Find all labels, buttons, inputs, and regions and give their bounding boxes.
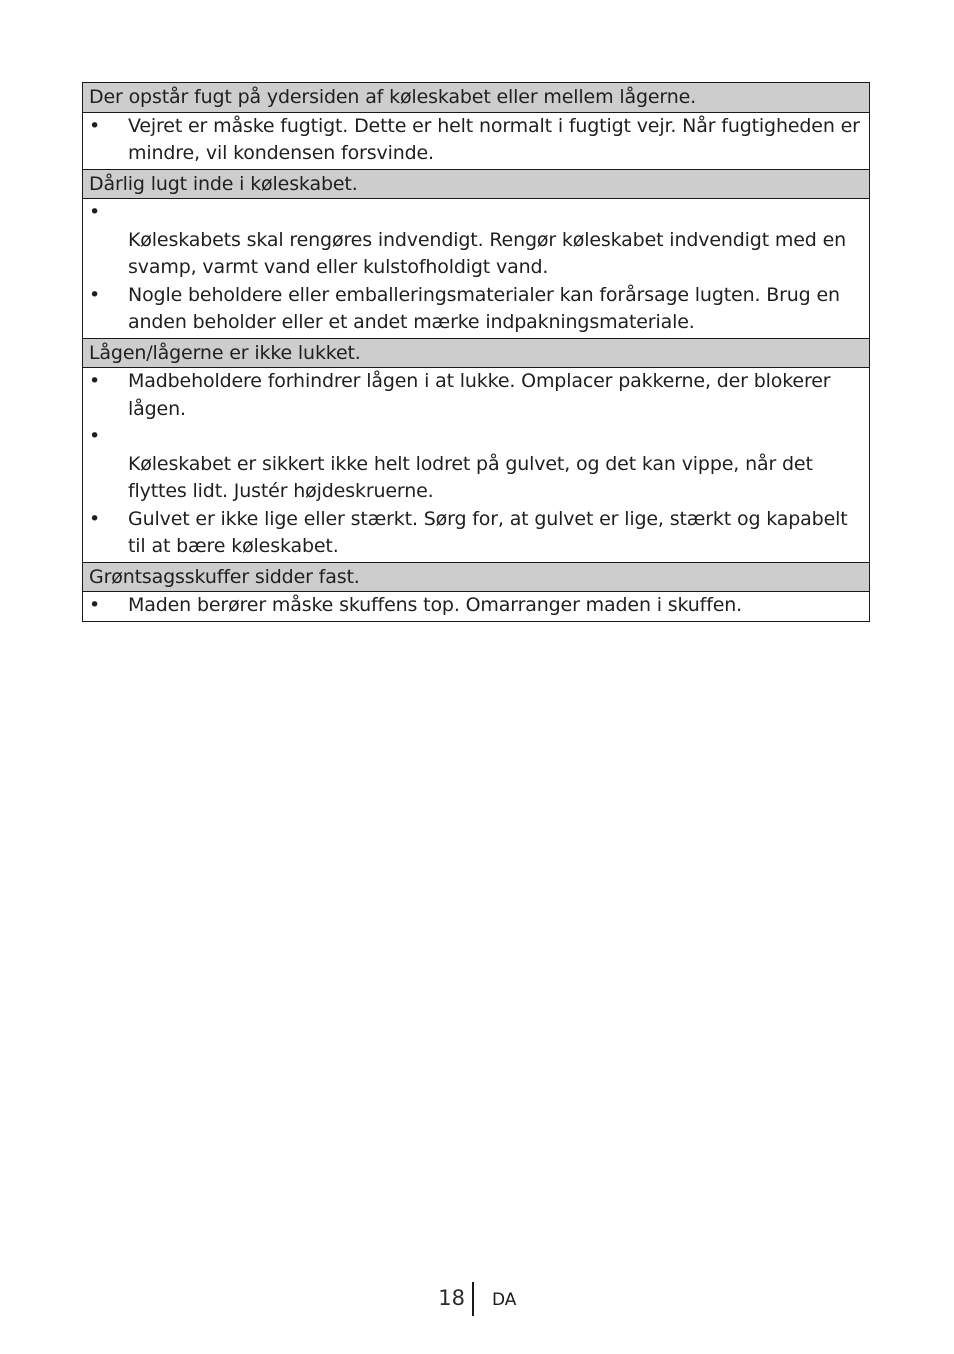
list-item	[83, 506, 863, 561]
section-body-crisper-stuck	[83, 592, 869, 622]
list-item	[83, 423, 863, 506]
list-item-text: Gulvet er ikke lige eller stærkt. Sørg for, at gulvet er lige, stærkt og kapabelt til at bære køleskabet.	[128, 507, 848, 557]
section-header-bad-odor: Dårlig lugt inde i køleskabet.	[83, 170, 869, 200]
page-number: 18	[438, 1286, 465, 1310]
list-item-text: Køleskabet er sikkert ikke helt lodret på gulvet, og det kan vippe, når det flyttes lidt. Justér højdeskruerne.	[128, 452, 813, 502]
troubleshooting-table	[82, 82, 870, 622]
list-item-text: Nogle beholdere eller emballeringsmaterialer kan forårsage lugten. Brug en anden beholder eller et andet mærke indpakningsmateriale.	[128, 283, 840, 333]
section-header-door-not-closed: Lågen/lågerne er ikke lukket.	[83, 339, 869, 369]
bullet-icon: •	[89, 114, 101, 137]
bullet-icon: •	[89, 425, 101, 447]
section-body-moisture-outside	[83, 113, 869, 170]
bullet-icon: •	[89, 507, 101, 530]
section-body-bad-odor	[83, 199, 869, 339]
section-body-door-not-closed	[83, 368, 869, 563]
list-item	[83, 592, 863, 620]
bullet-icon: •	[89, 283, 101, 306]
footer-divider	[472, 1282, 474, 1316]
list-item-text: Køleskabets skal rengøres indvendigt. Rengør køleskabet indvendigt med en svamp, varmt vand eller kulstofholdigt vand.	[128, 228, 847, 278]
list-item	[83, 199, 863, 282]
list-item-text: Madbeholdere forhindrer lågen i at lukke. Omplacer pakkerne, der blokerer lågen.	[128, 370, 831, 420]
list-item	[83, 282, 863, 337]
bullet-icon: •	[89, 370, 101, 392]
page-footer	[0, 1282, 954, 1316]
section-header-crisper-stuck: Grøntsagsskuffer sidder fast.	[83, 563, 869, 593]
list-item-text: Maden berører måske skuffens top. Omarranger maden i skuffen.	[128, 594, 743, 616]
list-item	[83, 113, 863, 168]
section-header-moisture-outside: Der opstår fugt på ydersiden af køleskabet eller mellem lågerne.	[83, 83, 869, 113]
bullet-icon: •	[89, 201, 101, 223]
language-code: DA	[492, 1290, 517, 1310]
bullet-icon: •	[89, 594, 101, 616]
list-item-text: Vejret er måske fugtigt. Dette er helt normalt i fugtigt vejr. Når fugtigheden er mindre, vil kondensen forsvinde.	[128, 114, 860, 164]
list-item	[83, 368, 863, 423]
